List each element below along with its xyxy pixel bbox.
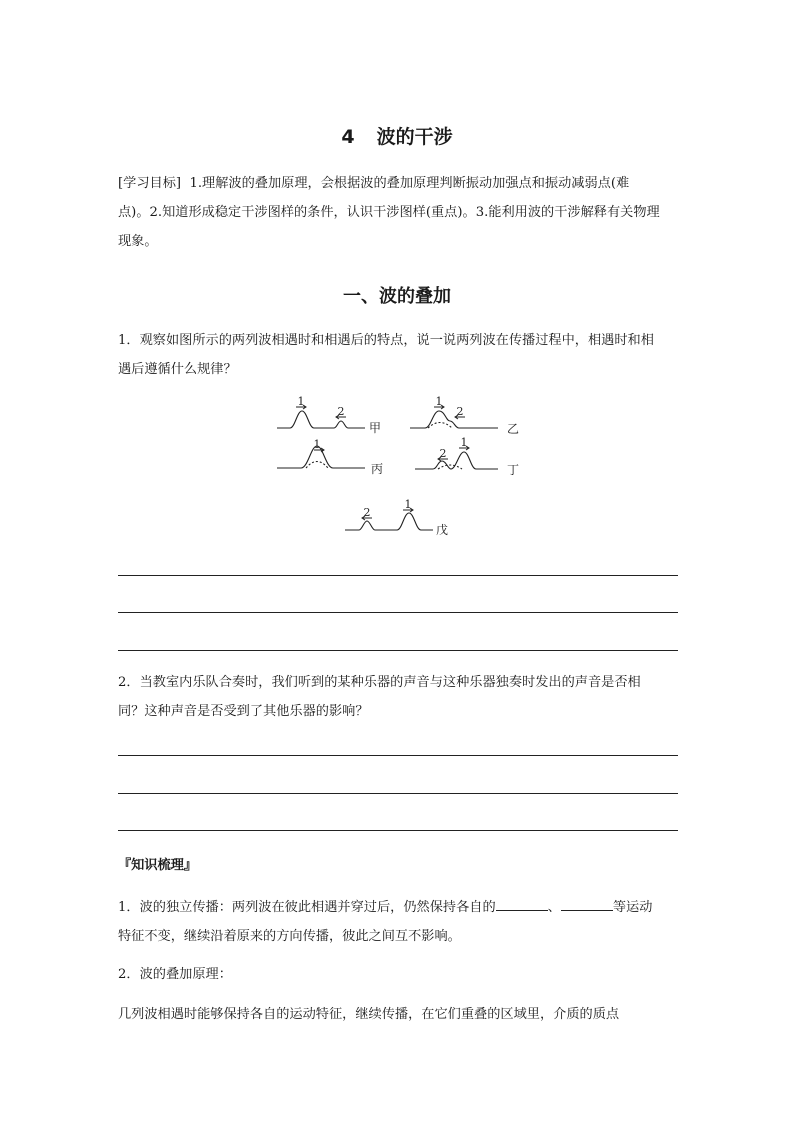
wave-1-label-ding: 1: [460, 436, 468, 449]
panel-label-yi: 乙: [507, 422, 520, 436]
answer-line[interactable]: [118, 830, 678, 831]
knowledge-point-1-line-2: 特征不变，继续沿着原来的方向传播，彼此之间互不影响。: [118, 929, 461, 944]
wave-1-label-jia: 1: [297, 395, 305, 408]
wave-2-label-jia: 2: [337, 405, 345, 418]
objectives-label: [学习目标]: [118, 176, 182, 191]
objectives-line-1: [118, 169, 678, 198]
question-1: [118, 326, 678, 384]
knowledge-point-1-suffix: 等运动: [612, 900, 653, 915]
fill-in-blank-1[interactable]: [496, 896, 548, 911]
lesson-title: 波的干涉: [376, 126, 453, 148]
knowledge-point-1-line-1: [118, 893, 678, 922]
panel-label-ding: 丁: [507, 463, 520, 477]
question-2: [118, 668, 678, 726]
knowledge-point-2: 2．波的叠加原理：: [118, 967, 232, 982]
question-2-line-2: 同？这种声音是否受到了其他乐器的影响？: [118, 704, 369, 719]
panel-label-wu: 戊: [436, 523, 449, 537]
knowledge-point-1: [118, 893, 678, 951]
wave-2-label-wu: 2: [363, 506, 371, 519]
page-title: [0, 122, 794, 149]
knowledge-point-2-body: 几列波相遇时能够保持各自的运动特征，继续传播，在它们重叠的区域里，介质的质点: [118, 1007, 620, 1022]
question-2-line-1: 2．当教室内乐队合奏时，我们听到的某种乐器的声音与这种乐器独奏时发出的声音是否相: [118, 675, 641, 690]
panel-label-bing: 丙: [371, 462, 384, 476]
section-title: 一、波的叠加: [343, 286, 451, 307]
answer-line[interactable]: [118, 755, 678, 756]
knowledge-heading: 『知识梳理』: [118, 858, 198, 873]
objectives-text-1: 1.理解波的叠加原理，会根据波的叠加原理判断振动加强点和振动减弱点(难: [189, 176, 630, 191]
knowledge-point-1-prefix: 1．波的独立传播：两列波在彼此相遇并穿过后，仍然保持各自的: [118, 900, 496, 915]
wave-1-label-yi: 1: [435, 395, 443, 408]
wave-superposition-figure: [270, 395, 530, 545]
answer-line[interactable]: [118, 650, 678, 651]
wave-2-label-yi: 2: [456, 405, 464, 418]
objectives-line-3: 现象。: [118, 234, 158, 249]
lesson-number: 4: [341, 126, 355, 148]
wave-1-label-wu: 1: [404, 498, 412, 511]
fill-in-blank-2[interactable]: [561, 896, 613, 911]
wave-1-label-bing: 1: [313, 438, 321, 451]
question-1-line-2: 遇后遵循什么规律？: [118, 362, 237, 377]
wave-2-label-ding: 2: [439, 447, 447, 460]
objectives-line-2: 点)。2.知道形成稳定干涉图样的条件，认识干涉图样(重点)。3.能利用波的干涉解释有关物理: [118, 205, 660, 220]
question-1-line-1: 1．观察如图所示的两列波相遇时和相遇后的特点，说一说两列波在传播过程中，相遇时和相: [118, 333, 654, 348]
learning-objectives: [118, 169, 678, 256]
knowledge-point-1-separator: 、: [547, 900, 561, 915]
answer-line[interactable]: [118, 575, 678, 576]
panel-label-jia: 甲: [369, 421, 382, 435]
answer-line[interactable]: [118, 793, 678, 794]
answer-line[interactable]: [118, 612, 678, 613]
